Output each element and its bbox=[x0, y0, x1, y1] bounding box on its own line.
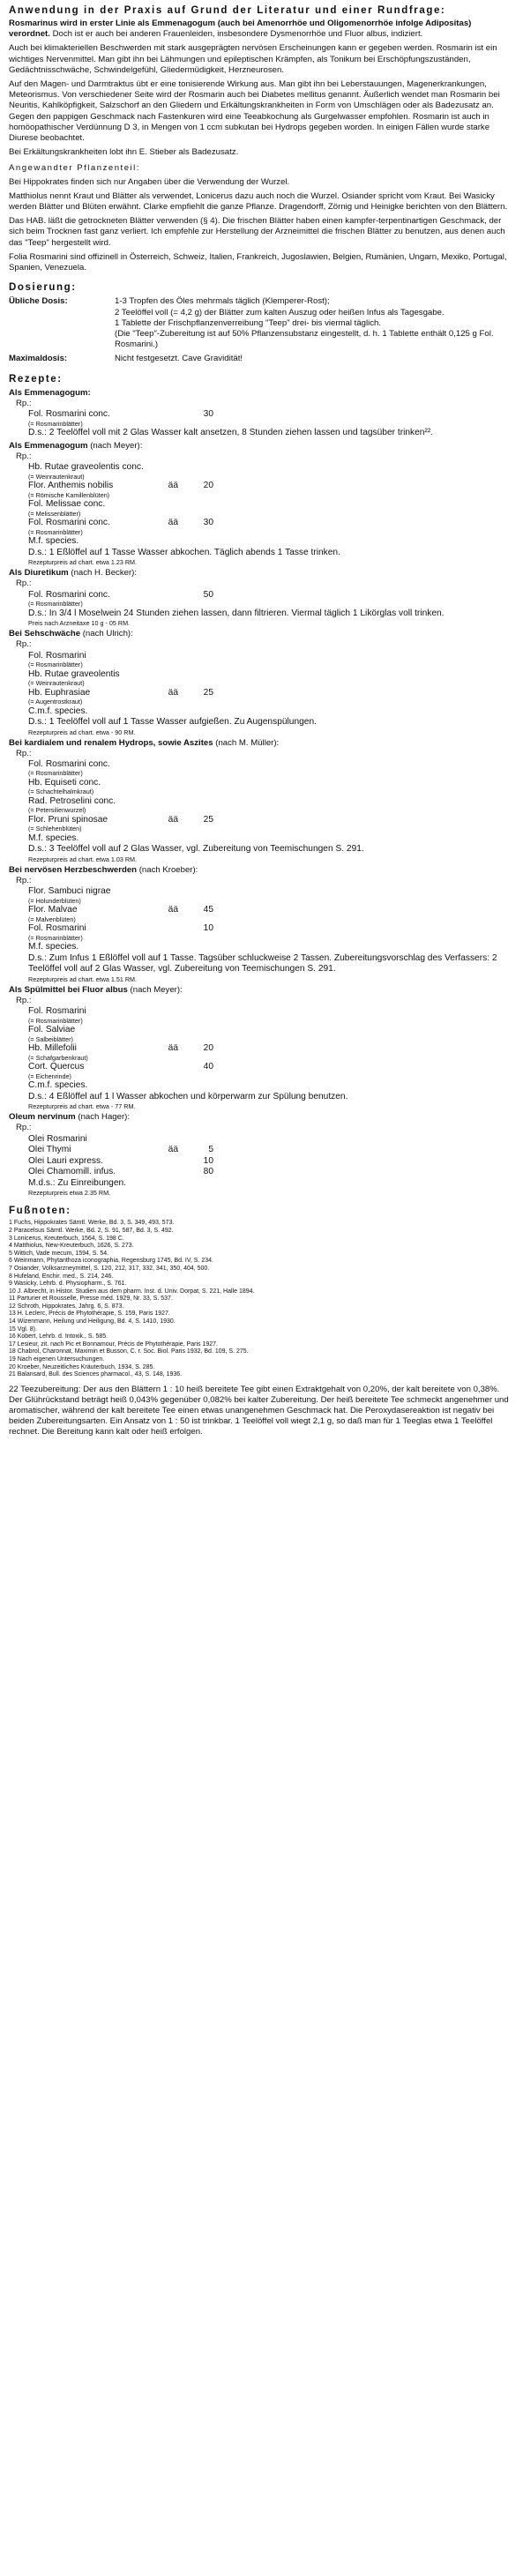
ingredient-name: Hb. Equiseti conc. bbox=[28, 777, 101, 788]
footnote-item: 8 Hufeland, Enchir. med., S. 214, 246. bbox=[9, 1273, 114, 1280]
recipe-instructions: D.s.: 1 Eßlöffel auf 1 Tasse Wasser abkochen. Täglich abends 1 Tasse trinken. bbox=[28, 547, 340, 557]
rp-label: Rp.: bbox=[16, 399, 32, 409]
usual-dose-line: (Die "Teep"-Zubereitung ist auf 50% Pflanzensubstanz eingestellt, d. h. 1 Tablette enthält 0,125 g Fol. Rosmarini.) bbox=[115, 329, 494, 350]
usual-dose-line: 1 Tablette der Frischpflanzenverreibung "Teep" drei- bis viermal täglich. bbox=[115, 317, 382, 328]
ingredient-amount bbox=[178, 1006, 213, 1018]
ingredient-name: Fol. Rosmarini bbox=[28, 1006, 86, 1017]
ingredient-amount bbox=[178, 796, 213, 808]
recipe-title-line bbox=[9, 1112, 514, 1123]
footnote-item: 7 Osiander, Volksarzneymittel, S. 120, 212, 317, 332, 341, 350, 404, 500. bbox=[9, 1265, 210, 1272]
section-heading-pflanzenteil: Angewandter Pflanzenteil: bbox=[9, 163, 140, 174]
ingredient-german-name: (= Rosmarinblätter) bbox=[28, 1016, 83, 1025]
intro-rest-text: Doch ist er auch bei anderen Frauenleiden, insbesondere Dysmenorrhöe und Fluor albus, indiziert. bbox=[49, 29, 423, 40]
ingredient-amount: 20 bbox=[203, 1043, 213, 1054]
recipe-title-line bbox=[9, 865, 514, 876]
recipe-block bbox=[9, 568, 514, 627]
recipe-block bbox=[9, 441, 514, 566]
footnote-item: 1 Fuchs, Hippokrates Sämtl. Werke, Bd. 3, S. 349, 493, 573. bbox=[9, 1220, 175, 1227]
recipe-author: (nach M. Müller): bbox=[213, 737, 280, 748]
paragraph-intro-1 bbox=[9, 19, 514, 40]
ingredient-amount: 10 bbox=[203, 1155, 213, 1166]
ingredient-amount: 5 bbox=[208, 1145, 213, 1155]
ingredient-unit bbox=[152, 1006, 178, 1018]
ingredient-row bbox=[9, 1134, 514, 1146]
footnote-item: 16 Kobert, Lehrb. d. Intoxik., S. 585. bbox=[9, 1333, 108, 1340]
recipe-mf: M.f. species. bbox=[28, 942, 79, 952]
ingredient-unit bbox=[152, 499, 178, 511]
ingredient-row bbox=[9, 886, 514, 898]
recipe-price: Rezepturpreis ad chart. etwa 1.51 RM. bbox=[28, 974, 138, 983]
ingredient-amount: 20 bbox=[203, 481, 213, 491]
recipe-title-line bbox=[9, 985, 514, 996]
rp-label: Rp.: bbox=[16, 996, 32, 1006]
ingredient-amount: 25 bbox=[203, 814, 213, 825]
ingredient-row bbox=[9, 1145, 514, 1156]
ingredient-amount: 45 bbox=[203, 905, 213, 915]
recipe-block bbox=[9, 1112, 514, 1197]
ingredient-german-name: (= Schachtelhalmkraut) bbox=[28, 788, 94, 796]
ingredient-name: Fol. Rosmarini conc. bbox=[28, 758, 110, 769]
recipe-title: Als Diuretikum bbox=[9, 568, 69, 579]
paragraph-pflanzenteil-4: Folia Rosmarini sind offizinell in Österreich, Schweiz, Italien, Frankreich, Jugoslawien, Belgien, Rumänien, Ungarn, Mexiko, Portugal, Spanien, Venezuela. bbox=[9, 251, 507, 273]
recipe-instructions: D.s.: 3 Teelöffel voll auf 2 Glas Wasser, vgl. Zubereitung von Teemischungen S. 291. bbox=[28, 844, 364, 855]
recipe-block bbox=[9, 629, 514, 735]
recipe-block bbox=[9, 865, 514, 983]
ingredient-unit bbox=[152, 1062, 178, 1073]
recipe-mf: M.d.s.: Zu Einreibungen. bbox=[28, 1177, 126, 1188]
section-heading-dosierung: Dosierung: bbox=[9, 282, 77, 294]
recipe-title-line bbox=[9, 629, 514, 639]
ingredient-amount: 30 bbox=[203, 409, 213, 420]
ingredient-name: Fol. Rosmarini bbox=[28, 650, 86, 661]
ingredient-unit bbox=[152, 886, 178, 898]
usual-dose-label: Übliche Dosis: bbox=[9, 296, 68, 307]
ingredient-row bbox=[9, 518, 514, 529]
ingredient-row bbox=[9, 651, 514, 662]
footnote-item: 20 Kroeber, Neuzeitliches Kräuterbuch, 1934, S. 285. bbox=[9, 1363, 155, 1370]
ingredient-german-name: (= Schafgarbenkraut) bbox=[28, 1053, 88, 1062]
recipe-author: (nach Kroeber): bbox=[137, 864, 198, 875]
recipe-title: Bei nervösen Herzbeschwerden bbox=[9, 864, 138, 875]
ingredient-row bbox=[9, 1167, 514, 1178]
footnote-item: 12 Schroth, Hippokrates, Jahrg. 6, S. 873. bbox=[9, 1303, 124, 1310]
intro-bold-text: Rosmarinus wird in erster Linie als Emmenagogum (auch bei Amenorrhöe und Oligomenorrhöe infolge Adipositas) verordnet. bbox=[9, 19, 472, 40]
recipe-author: (nach Meyer): bbox=[127, 984, 183, 995]
recipe-price: Rezepturpreis ad chart. etwa - 77 RM. bbox=[28, 1102, 136, 1111]
recipe-list bbox=[9, 388, 514, 1197]
recipe-instructions: D.s.: Zum Infus 1 Eßlöffel voll auf 1 Tasse. Tagsüber schluckweise 2 Tassen. Zubereitungsvorschlag des Verfassers: 2 Teelöffel voll auf 2 Glas Wasser, vgl. Zubereitung von Teemischungen S. 291. bbox=[28, 952, 497, 974]
ingredient-name: Flor. Malvae bbox=[28, 905, 78, 915]
ingredient-unit bbox=[152, 462, 178, 474]
max-dose-text: Nicht festgesetzt. Cave Gravidität! bbox=[115, 354, 243, 364]
ingredient-name: Fol. Rosmarini conc. bbox=[28, 409, 110, 420]
ingredient-german-name: (= Rosmarinblätter) bbox=[28, 769, 83, 778]
ingredient-german-name: (= Weinrautenkraut) bbox=[28, 679, 85, 688]
recipe-price: Rezepturpreis ad chart. etwa 1.03 RM. bbox=[28, 855, 138, 863]
ingredient-unit: ää bbox=[168, 1145, 178, 1155]
ingredient-name: Hb. Millefolii bbox=[28, 1043, 77, 1054]
ingredient-german-name: (= Melissenblätter) bbox=[28, 509, 81, 518]
recipe-instructions: D.s.: 1 Teelöffel voll auf 1 Tasse Wasser aufgießen. Zu Augenspülungen. bbox=[28, 717, 317, 728]
ingredient-name: Olei Lauri express. bbox=[28, 1155, 103, 1166]
ingredient-row bbox=[9, 462, 514, 474]
ingredient-row bbox=[9, 1043, 514, 1055]
footnote-item: 15 Vgl. 8). bbox=[9, 1325, 37, 1333]
recipe-title: Als Emmenagogum: bbox=[9, 387, 91, 398]
recipe-mf: C.m.f. species. bbox=[28, 1080, 88, 1091]
recipe-price: Rezepturpreis etwa 2.35 RM. bbox=[28, 1189, 111, 1198]
recipe-block bbox=[9, 388, 514, 439]
ingredient-amount bbox=[178, 462, 213, 474]
recipe-block bbox=[9, 985, 514, 1110]
ingredient-unit bbox=[152, 796, 178, 808]
recipe-title-line bbox=[9, 388, 514, 399]
ingredient-row bbox=[9, 815, 514, 826]
rp-label: Rp.: bbox=[16, 579, 32, 589]
recipe-title: Bei Sehschwäche bbox=[9, 629, 81, 639]
ingredient-name: Olei Rosmarini bbox=[28, 1133, 87, 1144]
recipe-title: Als Spülmittel bei Fluor albus bbox=[9, 984, 128, 995]
ingredient-amount bbox=[178, 759, 213, 771]
paragraph-pflanzenteil-1: Bei Hippokrates finden sich nur Angaben über die Verwendung der Wurzel. bbox=[9, 176, 290, 187]
ingredient-amount bbox=[178, 1025, 213, 1036]
ingredient-name: Flor. Sambuci nigrae bbox=[28, 886, 111, 897]
ingredient-amount bbox=[178, 778, 213, 789]
ingredient-unit bbox=[152, 1156, 178, 1168]
ingredient-row bbox=[9, 759, 514, 771]
ingredient-unit: ää bbox=[168, 905, 178, 915]
rp-label: Rp.: bbox=[16, 639, 32, 650]
ingredient-unit bbox=[152, 590, 178, 601]
ingredient-german-name: (= Rosmarinblätter) bbox=[28, 933, 83, 942]
ingredient-name: Rad. Petroselini conc. bbox=[28, 795, 116, 806]
ingredient-name: Fol. Rosmarini conc. bbox=[28, 518, 110, 528]
ingredient-row bbox=[9, 905, 514, 916]
footnote-list bbox=[9, 1220, 514, 1378]
footnote-item: 6 Weinmann, Phytanthoza iconographia, Regensburg 1745, Bd. IV, S. 234. bbox=[9, 1258, 213, 1265]
footnote-item: 13 H. Leclerc, Précis de Phytothérapie, S. 159, Paris 1927. bbox=[9, 1310, 170, 1318]
rp-label: Rp.: bbox=[16, 1123, 32, 1133]
recipe-title: Als Emmenagogum bbox=[9, 440, 88, 451]
ingredient-unit bbox=[152, 1025, 178, 1036]
recipe-author: (nach Ulrich): bbox=[80, 629, 133, 639]
recipe-price: Rezepturpreis ad chart. etwa 1.23 RM. bbox=[28, 558, 138, 567]
recipe-block bbox=[9, 738, 514, 863]
recipe-title-line bbox=[9, 738, 514, 749]
ingredient-german-name: (= Eichenrinde) bbox=[28, 1071, 71, 1080]
rp-label: Rp.: bbox=[16, 876, 32, 886]
ingredient-german-name: (= Petersilienwurzel) bbox=[28, 806, 86, 815]
ingredient-german-name: (= Rosmarinblätter) bbox=[28, 661, 83, 669]
ingredient-german-name: (= Malvenblüten) bbox=[28, 915, 76, 923]
ingredient-name: Fol. Melissae conc. bbox=[28, 499, 106, 510]
ingredient-unit bbox=[152, 651, 178, 662]
ingredient-row bbox=[9, 499, 514, 511]
ingredient-row bbox=[9, 688, 514, 699]
ingredient-name: Olei Chamomill. infus. bbox=[28, 1167, 116, 1177]
ingredient-row bbox=[9, 481, 514, 492]
ingredient-unit bbox=[152, 1134, 178, 1146]
ingredient-german-name: (= Römische Kamillenblüten) bbox=[28, 490, 110, 499]
ingredient-row bbox=[9, 923, 514, 935]
ingredient-name: Fol. Salviae bbox=[28, 1025, 76, 1035]
ingredient-unit bbox=[152, 923, 178, 935]
ingredient-amount: 50 bbox=[203, 589, 213, 600]
ingredient-amount: 30 bbox=[203, 518, 213, 528]
recipe-instructions: D.s.: In 3/4 l Moselwein 24 Stunden ziehen lassen, dann filtrieren. Viermal täglich 1 Likörglas voll trinken. bbox=[28, 608, 445, 618]
ingredient-amount bbox=[178, 499, 213, 511]
ingredient-name: Flor. Pruni spinosae bbox=[28, 814, 108, 825]
rp-label: Rp.: bbox=[16, 748, 32, 758]
usual-dose-line: 1-3 Tropfen des Öles mehrmals täglich (Klemperer-Rost); bbox=[115, 296, 330, 307]
recipe-title-line bbox=[9, 568, 514, 579]
recipe-title: Bei kardialem und renalem Hydrops, sowie Aszites bbox=[9, 737, 213, 748]
footnote-item: 9 Wasicky, Lehrb. d. Physiopharm., S. 761. bbox=[9, 1281, 127, 1288]
ingredient-german-name: (= Augentrostkraut) bbox=[28, 698, 83, 706]
paragraph-intro-3: Auf den Magen- und Darmtraktus übt er eine tonisierende Wirkung aus. Man gibt ihn bei Leberstauungen, Magenerkrankungen, Meteorismus. Von verschiedener Seite wird der Rosmarin auch bei Diabetes mellitus genannt. Äußerlich wendet man Rosmarin bei Neuritis, Kahlköpfigkeit, Salzschorf an den Gliedern und Erkältungskrankheiten in Form von Umschlägen oder als Badezusatz an. Gegen den pappigen Geschmack nach Fastenkuren wird eine Teeabkochung als Gurgelwasser empfohlen. Rosmarin ist auch in homöopathischer Verdünnung D 3, in Mengen von 1 ccm subkutan bei Hydrops gegeben worden. In einigen Fällen wurde starke Diurese beobachtet. bbox=[9, 79, 500, 144]
footnote-item: 18 Chabrol, Charonnat, Maximin et Busson, C. r. Soc. Biol. Paris 1932, Bd. 109, S. 275. bbox=[9, 1348, 249, 1355]
ingredient-amount bbox=[178, 886, 213, 898]
recipe-instructions: D.s.: 4 Eßlöffel auf 1 l Wasser abkochen und körperwarm zur Spülung benutzen. bbox=[28, 1091, 348, 1101]
recipe-mf: M.f. species. bbox=[28, 536, 79, 547]
footnote-item: 10 J. Albrecht, in Histor. Studien aus dem pharm. Inst. d. Univ. Dorpat, S. 221, Halle 1894. bbox=[9, 1288, 255, 1295]
ingredient-german-name: (= Rosmarinblätter) bbox=[28, 419, 83, 428]
ingredient-amount bbox=[178, 1134, 213, 1146]
ingredient-unit: ää bbox=[168, 687, 178, 698]
ingredient-amount: 40 bbox=[203, 1062, 213, 1072]
ingredient-name: Olei Thymi bbox=[28, 1145, 71, 1155]
ingredient-row bbox=[9, 409, 514, 421]
ingredient-row bbox=[9, 1025, 514, 1036]
footnote-item: 17 Lesieur, zit. nach Pic et Bonnamour, Précis de Phytothérapie, Paris 1927. bbox=[9, 1340, 218, 1348]
ingredient-unit bbox=[152, 669, 178, 681]
rp-label: Rp.: bbox=[16, 452, 32, 461]
footnote-item: 2 Paracelsus Sämtl. Werke, Bd. 2, S. 91, 587, Bd. 3, S. 492. bbox=[9, 1227, 174, 1234]
paragraph-pflanzenteil-2: Matthiolus nennt Kraut und Blätter als verwendet, Lonicerus dazu auch noch die Wurzel. Osiander spricht vom Kraut. Bei Wasicky werden Blätter und Blüten erwähnt. Clarke empfiehlt die ganze Pflanze. Dragendorff, Zörnig und Heinigke berichten von den Blättern. bbox=[9, 190, 508, 213]
ingredient-row bbox=[9, 1062, 514, 1073]
footnote-item: 5 Wittich, Vade mecum, 1594, S. 54. bbox=[9, 1250, 109, 1257]
section-heading-fussnoten: Fußnoten: bbox=[9, 1206, 71, 1217]
ingredient-amount: 80 bbox=[203, 1167, 213, 1177]
footnote-item: 3 Lonicerus, Kreuterbuch, 1564, S. 198 C. bbox=[9, 1235, 124, 1242]
recipe-author: (nach Meyer): bbox=[87, 440, 143, 451]
recipe-price: Rezepturpreis ad chart. etwa - 90 RM. bbox=[28, 728, 136, 736]
section-heading-rezepte: Rezepte: bbox=[9, 373, 63, 385]
ingredient-unit bbox=[152, 409, 178, 421]
paragraph-intro-4: Bei Erkältungskrankheiten lobt ihn E. Stieber als Badezusatz. bbox=[9, 147, 239, 158]
ingredient-row bbox=[9, 590, 514, 601]
usual-dose-text bbox=[115, 296, 514, 350]
ingredient-german-name: (= Salbeiblätter) bbox=[28, 1034, 73, 1043]
recipe-title: Oleum nervinum bbox=[9, 1112, 76, 1123]
ingredient-german-name: (= Weinrautenkraut) bbox=[28, 472, 85, 481]
ingredient-german-name: (= Schlehenblüten) bbox=[28, 825, 82, 833]
recipe-author: (nach H. Becker): bbox=[68, 568, 138, 579]
recipe-title-line bbox=[9, 441, 514, 452]
recipe-instructions: D.s.: 2 Teelöffel voll mit 2 Glas Wasser kalt ansetzen, 8 Stunden ziehen lassen und tagsüber trinken²². bbox=[28, 428, 434, 438]
ingredient-name: Hb. Rutae graveolentis bbox=[28, 668, 120, 679]
recipe-price: Preis nach Arzneitaxe 10 g - 05 RM. bbox=[28, 619, 131, 628]
ingredient-unit: ää bbox=[168, 518, 178, 528]
footnote-item: 4 Matthiolus, New-Kreuterbuch, 1626, S. 273. bbox=[9, 1243, 134, 1250]
ingredient-name: Cort. Quercus bbox=[28, 1062, 85, 1072]
ingredient-name: Flor. Anthemis nobilis bbox=[28, 481, 114, 491]
ingredient-unit bbox=[152, 759, 178, 771]
recipe-mf: C.m.f. species. bbox=[28, 706, 88, 716]
ingredient-unit: ää bbox=[168, 814, 178, 825]
ingredient-german-name: (= Holunderblüten) bbox=[28, 896, 81, 905]
ingredient-amount bbox=[178, 669, 213, 681]
ingredient-name: Hb. Euphrasiae bbox=[28, 687, 91, 698]
ingredient-unit: ää bbox=[168, 481, 178, 491]
footnote-22: 22 Teezubereitung: Der aus den Blättern 1 : 10 heiß bereitete Tee gibt einen Extraktgehalt von 0,20%, der kalt bereitete von 0,38%. Der Glührückstand beträgt heiß 0,043% gegenüber 0,082% bei kalter Zubereitung. Der heiß bereitete Tee schmeckt angenehmer und aromatischer, während der kalt bereitete Tee einen etwas unangenehmen Geschmack hat. Die Peroxydasereaktion ist negativ bei beiden Zubereitungsarten. Ein Ansatz von 1 : 50 ist trinkbar. 1 Teelöffel voll wiegt 2,1 g, so daß man für 1 Teeglas etwa 1 Teelöffel rechnet. Die Bereitung kann kalt oder heiß erfolgen. bbox=[9, 1384, 509, 1437]
footnote-item: 11 Parturier et Rousselle, Presse méd. 1929, Nr. 33, S. 537. bbox=[9, 1295, 173, 1303]
recipe-author: (nach Hager): bbox=[75, 1112, 131, 1123]
ingredient-german-name: (= Rosmarinblätter) bbox=[28, 600, 83, 609]
ingredient-row bbox=[9, 1156, 514, 1168]
ingredient-name: Fol. Rosmarini bbox=[28, 923, 86, 934]
max-dose-label: Maximaldosis: bbox=[9, 354, 68, 364]
footnote-item: 21 Balansard, Bull. des Sciences pharmacol., 43, S. 148, 1936. bbox=[9, 1371, 183, 1378]
footnote-item: 14 Wizenmann, Heilung und Heiligung, Bd. 4, S. 1410, 1930. bbox=[9, 1318, 176, 1325]
ingredient-amount bbox=[178, 651, 213, 662]
usual-dose-line: 2 Teelöffel voll (= 4,2 g) der Blätter zum kalten Auszug oder heißen Infus als Tagesgabe. bbox=[115, 307, 445, 317]
ingredient-amount: 25 bbox=[203, 687, 213, 698]
ingredient-row bbox=[9, 669, 514, 681]
recipe-mf: M.f. species. bbox=[28, 833, 79, 843]
ingredient-unit bbox=[152, 1167, 178, 1178]
ingredient-name: Hb. Rutae graveolentis conc. bbox=[28, 462, 144, 473]
ingredient-amount: 10 bbox=[203, 923, 213, 934]
paragraph-intro-2: Auch bei klimakteriellen Beschwerden mit stark ausgeprägten nervösen Erscheinungen kann er gegeben werden. Rosmarin ist ein wichtiges Nervenmittel. Man gibt ihn bei Lähmungen und epileptischen Krämpfen, als Tonikum bei Erschöpfungszuständen, Gedächtnisschwäche, Schwindelgefühl, Gliedermüdigkeit, Herzneurosen. bbox=[9, 43, 497, 75]
dosage-table bbox=[9, 296, 514, 364]
paragraph-pflanzenteil-3: Das HAB. läßt die getrockneten Blätter verwenden (§ 4). Die frischen Blätter haben einen kampfer-terpentinartigen Geschmack, der sich beim Trocknen fast ganz verliert. Ich empfehle zur Herstellung der Arzneimittel die frischen Blätter zu benutzen, aus denen auch das "Teep" hergestellt wird. bbox=[9, 216, 505, 248]
footnote-item: 19 Nach eigenen Untersuchungen. bbox=[9, 1356, 105, 1363]
section-heading-anwendung: Anwendung in der Praxis auf Grund der Literatur und einer Rundfrage: bbox=[9, 5, 446, 16]
ingredient-unit: ää bbox=[168, 1043, 178, 1054]
ingredient-german-name: (= Rosmarinblätter) bbox=[28, 527, 83, 536]
ingredient-name: Fol. Rosmarini conc. bbox=[28, 589, 110, 600]
ingredient-row bbox=[9, 1006, 514, 1018]
ingredient-unit bbox=[152, 778, 178, 789]
